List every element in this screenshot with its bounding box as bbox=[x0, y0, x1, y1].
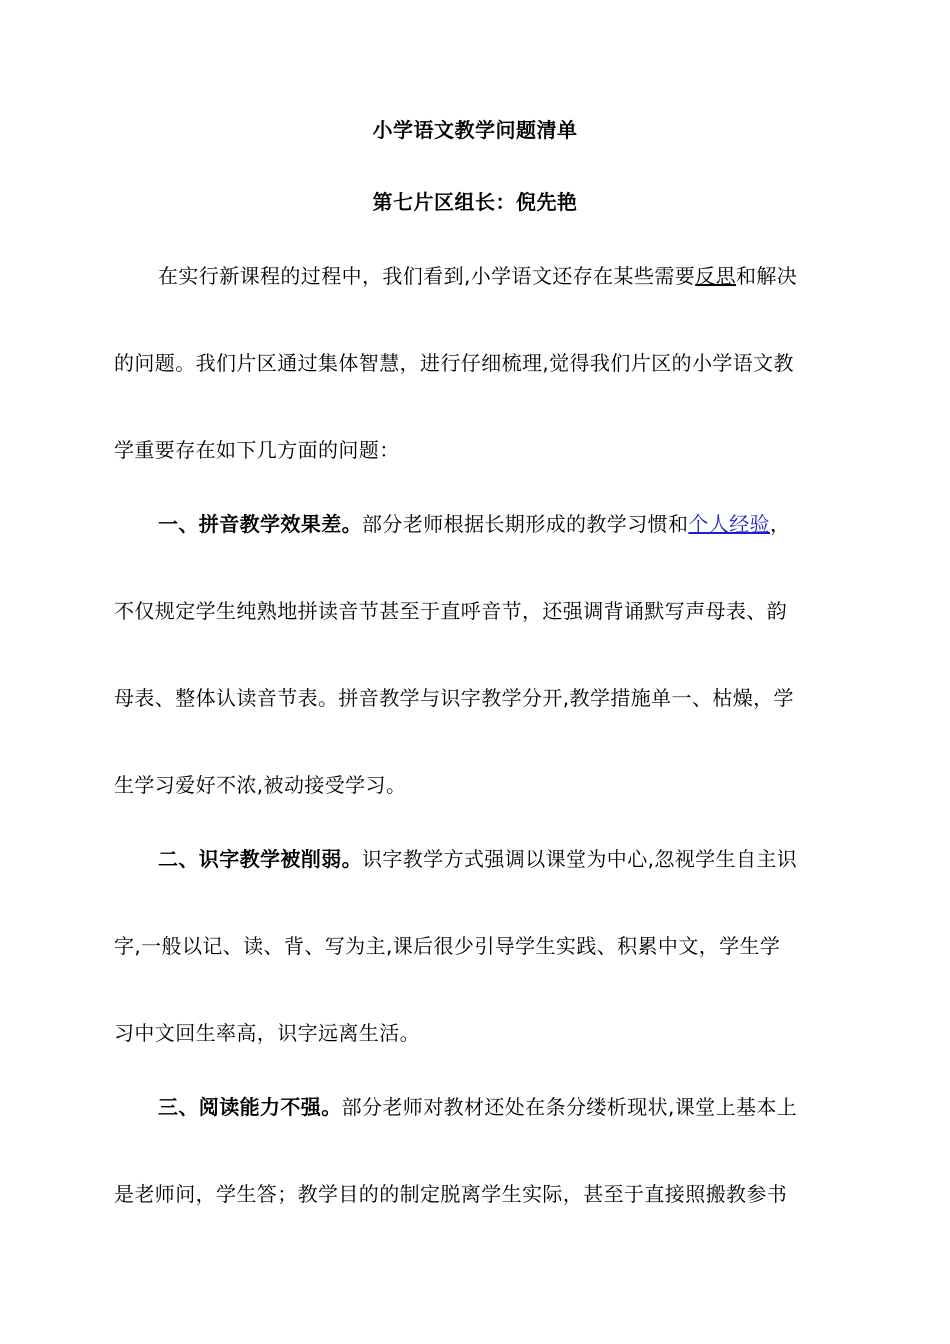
section2-line-2: 字,一般以记、读、背、写为主,课后很少引导学生实践、积累中文，学生学 bbox=[114, 934, 781, 958]
intro-text: 在实行新课程的过程中，我们看到,小学语文还存在某些需要 bbox=[158, 264, 696, 288]
section1-text: 部分老师根据长期形成的教学习惯和 bbox=[362, 512, 689, 536]
section2-line-3: 习中文回生率高，识字远离生活。 bbox=[114, 1021, 420, 1045]
section3-line-1 bbox=[158, 1091, 797, 1120]
section2-line-1 bbox=[158, 843, 797, 872]
intro-line-2: 的问题。我们片区通过集体智慧，进行仔细梳理,觉得我们片区的小学语文教 bbox=[114, 351, 794, 375]
section3-line-2: 是老师问，学生答；教学目的的制定脱离学生实际，甚至于直接照搬教参书 bbox=[114, 1182, 788, 1206]
section1-heading: 一、拼音教学效果差。 bbox=[158, 512, 362, 536]
document-subtitle: 第七片区组长：倪先艳 bbox=[372, 190, 578, 214]
intro-text: 和解决 bbox=[735, 264, 798, 288]
section2-heading: 二、识字教学被削弱。 bbox=[158, 847, 362, 871]
intro-line-1 bbox=[158, 260, 797, 289]
intro-line-3: 学重要存在如下几方面的问题： bbox=[114, 438, 400, 462]
section1-text: ， bbox=[770, 512, 791, 536]
section1-line-2: 不仅规定学生纯熟地拼读音节甚至于直呼音节，还强调背诵默写声母表、韵 bbox=[114, 599, 788, 623]
section1-line-1 bbox=[158, 508, 790, 537]
section2-text: 识字教学方式强调以课堂为中心,忽视学生自主识 bbox=[362, 847, 798, 871]
section1-line-4: 生学习爱好不浓,被动接受学习。 bbox=[114, 773, 407, 797]
personal-experience-link[interactable]: 个人经验 bbox=[688, 512, 771, 536]
underlined-word: 反思 bbox=[695, 264, 736, 288]
section1-line-3: 母表、整体认读音节表。拼音教学与识字教学分开,教学措施单一、枯燥，学 bbox=[114, 686, 794, 710]
document-title: 小学语文教学问题清单 bbox=[372, 118, 578, 142]
section3-heading: 三、阅读能力不强。 bbox=[158, 1095, 342, 1119]
section3-text: 部分老师对教材还处在条分缕析现状,课堂上基本上 bbox=[341, 1095, 798, 1119]
